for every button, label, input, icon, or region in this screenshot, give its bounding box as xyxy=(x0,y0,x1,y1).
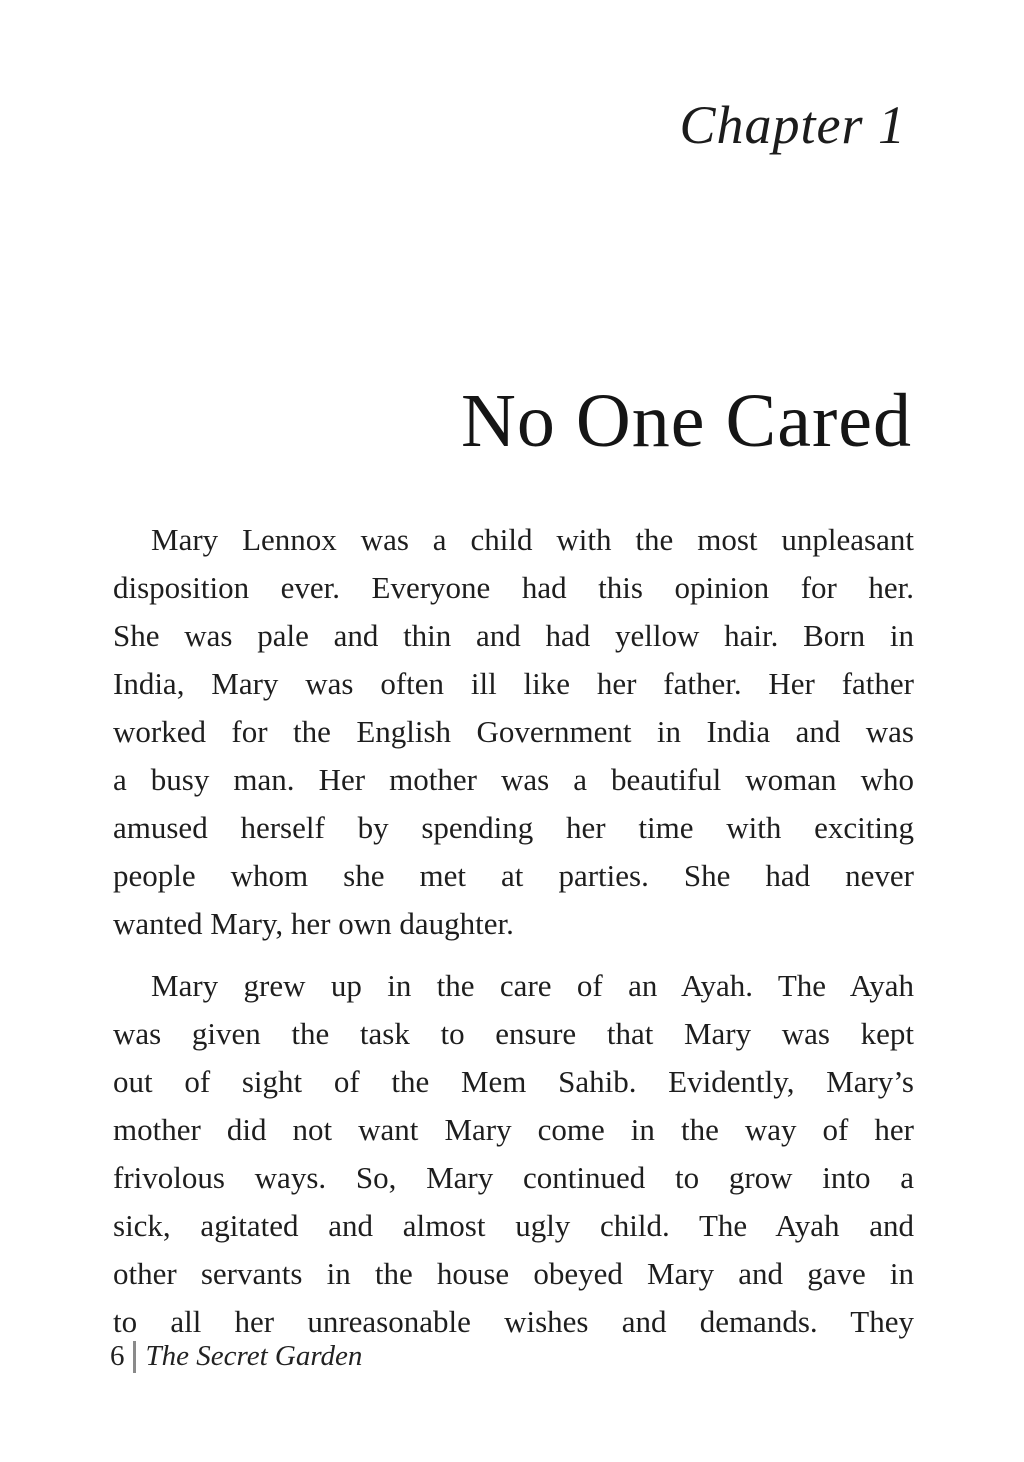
page-footer xyxy=(110,1340,362,1373)
text-line: out of sight of the Mem Sahib. Evidently, Mary’s xyxy=(113,1064,914,1099)
text-line: people whom she met at parties. She had never xyxy=(113,858,914,893)
text-line: frivolous ways. So, Mary continued to grow into a xyxy=(113,1160,914,1195)
page-number: 6 xyxy=(110,1340,125,1372)
body-text xyxy=(113,516,914,1346)
text-line: to all her unreasonable wishes and demands. They xyxy=(113,1304,914,1339)
text-line: mother did not want Mary come in the way of her xyxy=(113,1112,914,1147)
text-line: worked for the English Government in India and was xyxy=(113,714,914,749)
text-line: sick, agitated and almost ugly child. The Ayah and xyxy=(113,1208,914,1243)
text-line: a busy man. Her mother was a beautiful woman who xyxy=(113,762,914,797)
text-line: India, Mary was often ill like her father. Her father xyxy=(113,666,914,701)
text-line: Mary Lennox was a child with the most unpleasant xyxy=(151,522,914,557)
text-line: wanted Mary, her own daughter. xyxy=(113,906,514,941)
book-title: The Secret Garden xyxy=(145,1340,363,1372)
text-line: She was pale and thin and had yellow hair. Born in xyxy=(113,618,914,653)
chapter-title: No One Cared xyxy=(461,379,912,463)
text-line: disposition ever. Everyone had this opinion for her. xyxy=(113,570,914,605)
footer-divider xyxy=(133,1341,136,1373)
paragraph-1 xyxy=(113,516,914,948)
text-line: other servants in the house obeyed Mary and gave in xyxy=(113,1256,914,1291)
text-line: was given the task to ensure that Mary was kept xyxy=(113,1016,914,1051)
text-line: amused herself by spending her time with exciting xyxy=(113,810,914,845)
text-line: Mary grew up in the care of an Ayah. The Ayah xyxy=(151,968,914,1003)
chapter-heading: Chapter 1 xyxy=(679,95,906,155)
paragraph-2 xyxy=(113,962,914,1346)
